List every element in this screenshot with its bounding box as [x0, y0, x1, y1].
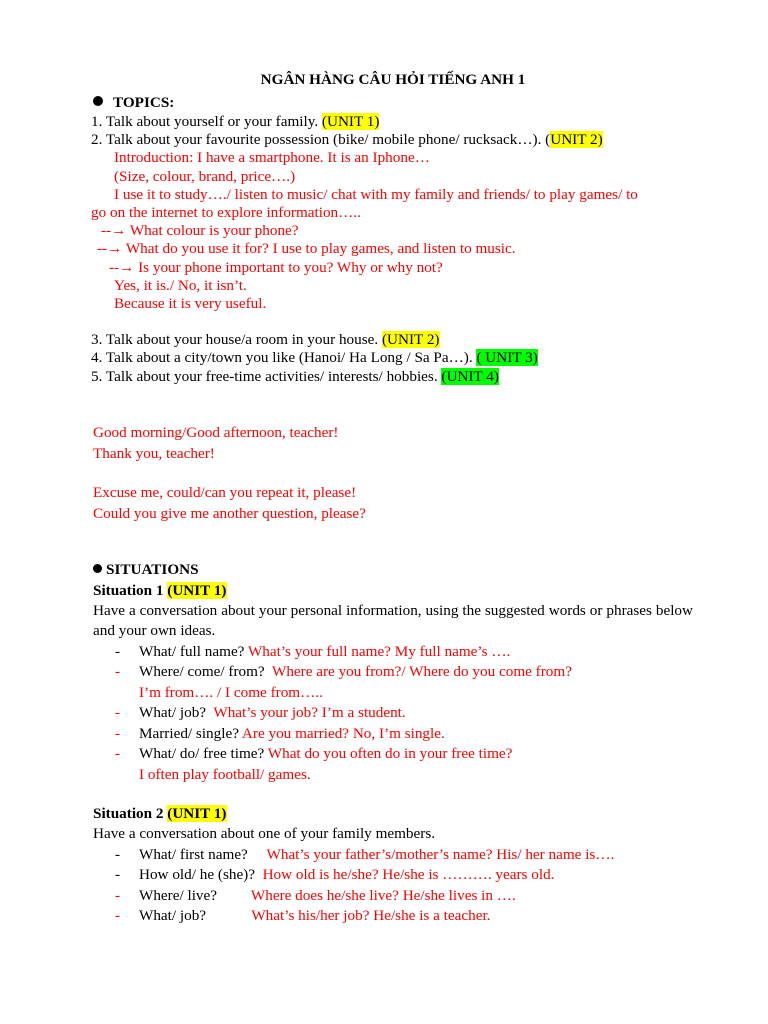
situation-1-item-continuation: I often play football/ games. [139, 765, 311, 783]
dash-icon: - [115, 745, 121, 763]
unit-tag: (UNIT 2) [381, 331, 440, 349]
topics-heading: TOPICS: [93, 93, 693, 113]
spacer [93, 524, 693, 560]
situation-1-description: Have a conversation about your personal information, using the suggested words or phrases below and your own ideas. [93, 601, 693, 640]
topic-2-size: (Size, colour, brand, price….) [114, 167, 296, 185]
topic-4: 4. Talk about a city/town you like (Hanoi/ Ha Long / Sa Pa…). ( UNIT 3) [91, 349, 538, 367]
situations-heading: SITUATIONS [93, 560, 693, 580]
spacer [93, 785, 693, 803]
topic-3: 3. Talk about your house/a room in your house. (UNIT 2) [91, 331, 440, 349]
phrase-thanks: Thank you, teacher! [93, 444, 215, 462]
dash-icon: - [115, 845, 121, 863]
topic-2-use-line1: I use it to study…./ listen to music/ chat with my family and friends/ to play games/ to [114, 185, 638, 203]
dash-icon: - [115, 866, 121, 884]
topic-2-question-1: --→ What colour is your phone? [101, 222, 299, 240]
situation-2-label: Situation 2 (UNIT 1) [93, 805, 227, 823]
bullet-icon [93, 96, 103, 106]
phrase-another-question: Could you give me another question, please? [93, 504, 366, 522]
situation-2-item: - What/ first name? What’s your father’s/mother’s name? His/ her name is…. [93, 845, 693, 866]
dash-icon: - [115, 886, 121, 904]
dash-icon: - [115, 907, 121, 925]
situation-1-item: - What/ full name? What’s your full name? My full name’s …. [93, 642, 693, 663]
unit-tag: ( UNIT 3) [476, 349, 538, 367]
arrow-right-icon: → [107, 240, 123, 258]
phrase-repeat: Excuse me, could/can you repeat it, please! [93, 483, 357, 501]
situation-1-item: - What/ do/ free time? What do you often do in your free time? [93, 744, 693, 765]
topic-2-answer-because: Because it is very useful. [114, 295, 267, 313]
phrase-greeting: Good morning/Good afternoon, teacher! [93, 423, 339, 441]
topic-2-question-3: --→ Is your phone important to you? Why or why not? [109, 258, 443, 276]
spacer [93, 313, 693, 331]
situation-1-item: - Married/ single? Are you married? No, I’m single. [93, 724, 693, 745]
unit-tag: UNIT 2) [550, 131, 603, 149]
topic-5: 5. Talk about your free-time activities/ interests/ hobbies. (UNIT 4) [91, 367, 499, 385]
document-title: NGÂN HÀNG CÂU HỎI TIẾNG ANH 1 [260, 71, 526, 88]
situation-2-item: - Where/ live? Where does he/she live? He/she lives in …. [93, 886, 693, 907]
situation-2-item: - What/ job? What’s his/her job? He/she is a teacher. [93, 906, 693, 927]
spacer [93, 386, 693, 422]
unit-tag: (UNIT 1) [167, 581, 227, 599]
situation-2-description: Have a conversation about one of your family members. [93, 825, 436, 843]
dash-icon: - [115, 724, 121, 742]
situation-2-item: - How old/ he (she)? How old is he/she? He/she is ………. years old. [93, 865, 693, 886]
dash-icon: - [115, 704, 121, 722]
arrow-right-icon: → [119, 258, 135, 276]
topic-2: 2. Talk about your favourite possession (bike/ mobile phone/ rucksack…). (UNIT 2) [91, 131, 603, 149]
topic-2-answer-yes: Yes, it is./ No, it isn’t. [114, 276, 247, 294]
situation-1-item: - Where/ come/ from? Where are you from?/ Where do you come from? [93, 662, 693, 683]
unit-tag: (UNIT 1) [167, 805, 227, 823]
topic-1: 1. Talk about yourself or your family. (UNIT 1) [91, 113, 380, 130]
dash-icon: - [115, 663, 121, 681]
bullet-icon [93, 564, 102, 573]
situation-1-label: Situation 1 (UNIT 1) [93, 581, 227, 599]
unit-tag: (UNIT 4) [441, 367, 499, 385]
topic-2-question-2: --→ What do you use it for? I use to play games, and listen to music. [97, 240, 516, 258]
topic-2-intro: Introduction: I have a smartphone. It is an Iphone… [114, 149, 430, 167]
dash-icon: - [115, 642, 121, 660]
topic-2-use-line2: go on the internet to explore information….. [91, 204, 361, 222]
arrow-right-icon: → [111, 222, 127, 240]
unit-tag: (UNIT 1) [321, 113, 380, 130]
spacer [93, 464, 693, 482]
situation-1-item: - What/ job? What’s your job? I’m a student. [93, 703, 693, 724]
situation-1-item-continuation: I’m from…. / I come from….. [139, 683, 323, 701]
